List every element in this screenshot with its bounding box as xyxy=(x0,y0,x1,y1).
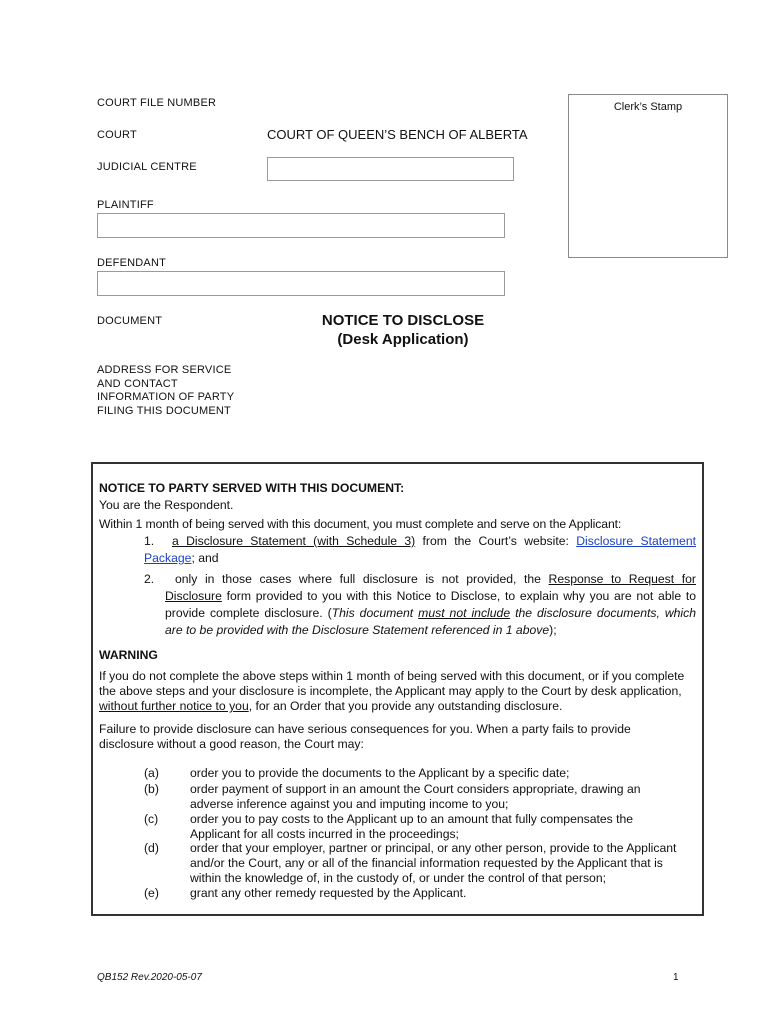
document-title xyxy=(282,311,524,349)
item-1-end: ; and xyxy=(191,551,219,565)
defendant-field[interactable] xyxy=(97,271,505,296)
form-code: QB152 Rev.2020-05-07 xyxy=(97,972,202,983)
clerks-stamp-label: Clerk’s Stamp xyxy=(613,101,683,113)
order-line: Applicant for all costs incurred in the proceedings; xyxy=(190,827,459,841)
item-2-italic-b: the disclosure documents, which are to be provided with the Disclosure Statement referenced in 1 above xyxy=(165,606,696,637)
order-line: order you to pay costs to the Applicant up to an amount that fully compensates the xyxy=(190,812,634,826)
clerks-stamp-box xyxy=(568,94,728,258)
plaintiff-field[interactable] xyxy=(97,213,505,238)
warning-p1-a: If you do not complete the above steps within 1 month of being served with this document, or if you complete the above steps and your disclosure is incomplete, the Applicant may apply to the Court by desk application, xyxy=(99,669,685,698)
warning-paragraph-2: Failure to provide disclosure can have serious consequences for you. When a party fails to provide disclosure without a good reason, the Court may: xyxy=(99,722,631,751)
court-label: COURT xyxy=(97,129,137,141)
order-line: adverse inference against you and imputing income to you; xyxy=(190,797,509,811)
order-item-c xyxy=(144,812,694,842)
order-item-a xyxy=(144,766,694,781)
order-mark: (e) xyxy=(144,886,159,900)
title-line-1: NOTICE TO DISCLOSE xyxy=(321,312,485,329)
order-line: order payment of support in an amount the Court considers appropriate, drawing an xyxy=(190,782,641,796)
order-line: order that your employer, partner or principal, or any other person, provide to the Applicant xyxy=(190,841,677,855)
warning-paragraph-1 xyxy=(99,669,695,714)
order-line: and/or the Court, any or all of the financial information requested by the Applicant that is xyxy=(190,856,663,870)
order-mark: (a) xyxy=(144,766,159,780)
notice-intro-respondent: You are the Respondent. xyxy=(99,498,234,512)
item-1-number: 1. xyxy=(144,534,155,548)
address-label-line: FILING THIS DOCUMENT xyxy=(97,404,231,417)
court-file-number-label: COURT FILE NUMBER xyxy=(97,97,217,109)
item-1-mid: from the Court’s website: xyxy=(415,534,577,548)
order-item-e xyxy=(144,886,694,901)
notice-intro-instructions: Within 1 month of being served with this document, you must complete and serve on the Applicant: xyxy=(99,517,622,531)
order-mark: (d) xyxy=(144,841,159,855)
warning-p1-b: , for an Order that you provide any outstanding disclosure. xyxy=(248,699,563,713)
address-label-line: ADDRESS FOR SERVICE xyxy=(97,364,232,376)
item-2-number: 2. xyxy=(144,572,155,586)
disclosure-statement-package-link[interactable]: Disclosure Statement Package xyxy=(144,534,696,565)
order-item-b xyxy=(144,782,694,812)
disclosure-statement-text: a Disclosure Statement (with Schedule 3) xyxy=(172,534,416,548)
item-2-start: only in those cases where full disclosure is not provided, the xyxy=(175,572,549,586)
order-line: grant any other remedy requested by the Applicant. xyxy=(190,886,467,900)
item-2-mid: form provided to you with this Notice to Disclose, to explain why you are not able to provide complete disclosure. ( xyxy=(165,589,696,620)
page-number: 1 xyxy=(673,972,679,983)
must-not-include-text: must not include xyxy=(418,606,511,620)
order-line: within the knowledge of, in the custody of, or under the control of that person; xyxy=(190,871,606,885)
without-notice-text: without further notice to you xyxy=(99,699,249,713)
judicial-centre-field[interactable] xyxy=(267,157,514,181)
item-2-text xyxy=(165,571,696,639)
order-mark: (b) xyxy=(144,782,159,796)
court-name: COURT OF QUEEN’S BENCH OF ALBERTA xyxy=(267,127,528,142)
address-for-service-label xyxy=(97,364,234,418)
order-line: order you to provide the documents to the Applicant by a specific date; xyxy=(190,766,570,780)
item-2-italic-a: This document xyxy=(331,606,419,620)
document-label: DOCUMENT xyxy=(97,315,163,327)
response-to-request-text: Response to Request for Disclosure xyxy=(165,572,696,603)
defendant-label: DEFENDANT xyxy=(97,257,167,269)
order-item-d xyxy=(144,841,704,886)
judicial-centre-label: JUDICIAL CENTRE xyxy=(97,161,197,173)
notice-heading: NOTICE TO PARTY SERVED WITH THIS DOCUMENT: xyxy=(99,481,405,495)
item-1-text xyxy=(144,533,696,567)
warning-heading: WARNING xyxy=(99,648,158,662)
item-2-end: ); xyxy=(549,623,557,637)
title-line-2: (Desk Application) xyxy=(337,331,469,348)
order-mark: (c) xyxy=(144,812,159,826)
plaintiff-label: PLAINTIFF xyxy=(97,199,154,211)
address-label-line: AND CONTACT xyxy=(97,377,178,390)
address-label-line: INFORMATION OF PARTY xyxy=(97,391,235,403)
